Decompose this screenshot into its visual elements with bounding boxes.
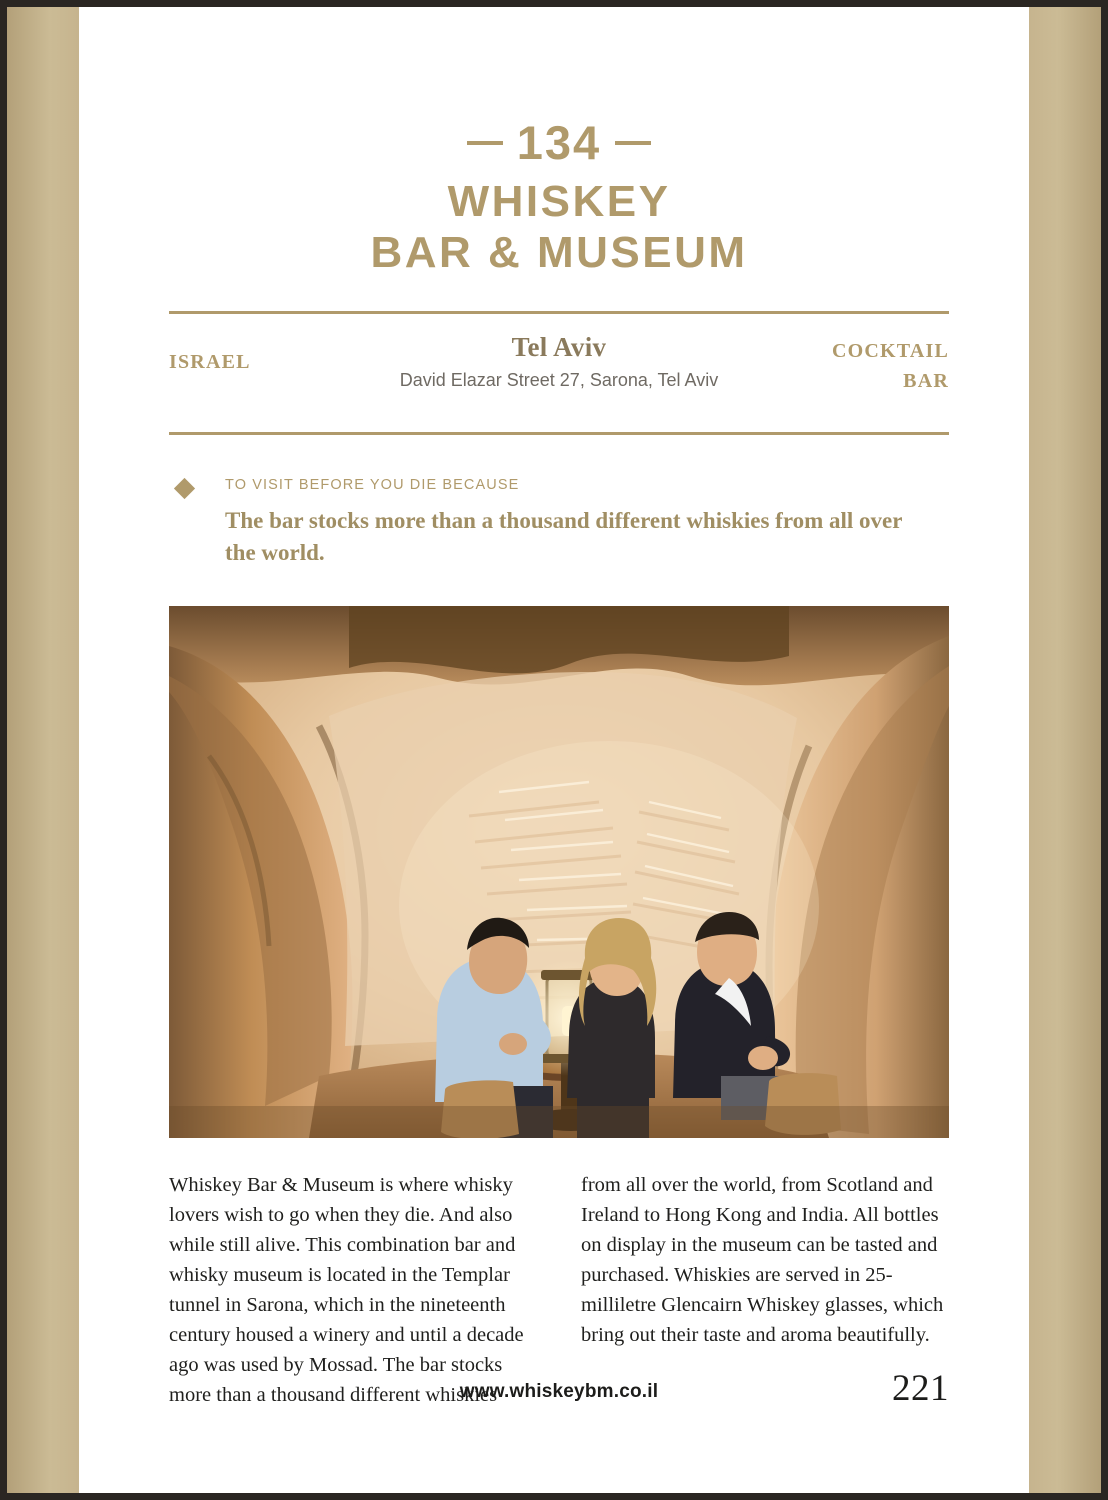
title-line-1: WHISKEY (447, 177, 671, 226)
website-url[interactable]: www.whiskeybm.co.il (459, 1381, 659, 1402)
frame-edge-left (0, 0, 7, 1500)
diamond-icon (174, 478, 195, 499)
street-address: David Elazar Street 27, Sarona, Tel Aviv (399, 369, 719, 390)
city-name: Tel Aviv (511, 331, 607, 362)
country-label: ISRAEL (169, 350, 251, 373)
category-line-2: BAR (903, 369, 949, 392)
page-content (169, 7, 949, 1493)
feature-photo (169, 606, 949, 1138)
frame-edge-top (0, 0, 1108, 7)
body-column-2: from all over the world, from Scotland and Ireland to Hong Kong and India. All bottles on display in the museum can be tasted and purchased. Whiskies are served in 25-milliletre Glencairn Whiskey glasses, which bring out their taste and aroma beautifully. (581, 1174, 944, 1347)
page-title (169, 176, 949, 279)
divider-bottom (169, 432, 949, 435)
page-footer (169, 1368, 949, 1415)
category-label (832, 336, 949, 396)
dash-right-icon (615, 141, 651, 145)
page-gutter-right (1029, 7, 1101, 1493)
frame-edge-right (1101, 0, 1108, 1500)
dash-left-icon (467, 141, 503, 145)
entry-number: 134 (516, 116, 602, 169)
title-line-2: BAR & MUSEUM (370, 228, 748, 278)
callout-text: The bar stocks more than a thousand different whiskies from all over the world. (225, 507, 903, 565)
entry-number-row (169, 116, 949, 169)
callout-block (169, 477, 949, 568)
page-sheet (79, 7, 1029, 1493)
body-column-1: Whiskey Bar & Museum is where whisky lovers wish to go when they die. And also while still alive. This combination bar and whisky museum is located in the Templar tunnel in Sarona, which in the nineteenth century housed a winery and until a decade ago was used by Mossad. The bar stocks more than a thousand different whiskies (169, 1174, 524, 1406)
callout-kicker: TO VISIT BEFORE YOU DIE BECAUSE (225, 476, 520, 493)
page-number: 221 (892, 1368, 949, 1409)
meta-row (169, 314, 949, 406)
category-line-1: COCKTAIL (831, 339, 949, 362)
page-gutter-left (7, 7, 79, 1493)
frame-edge-bottom (0, 1493, 1108, 1500)
